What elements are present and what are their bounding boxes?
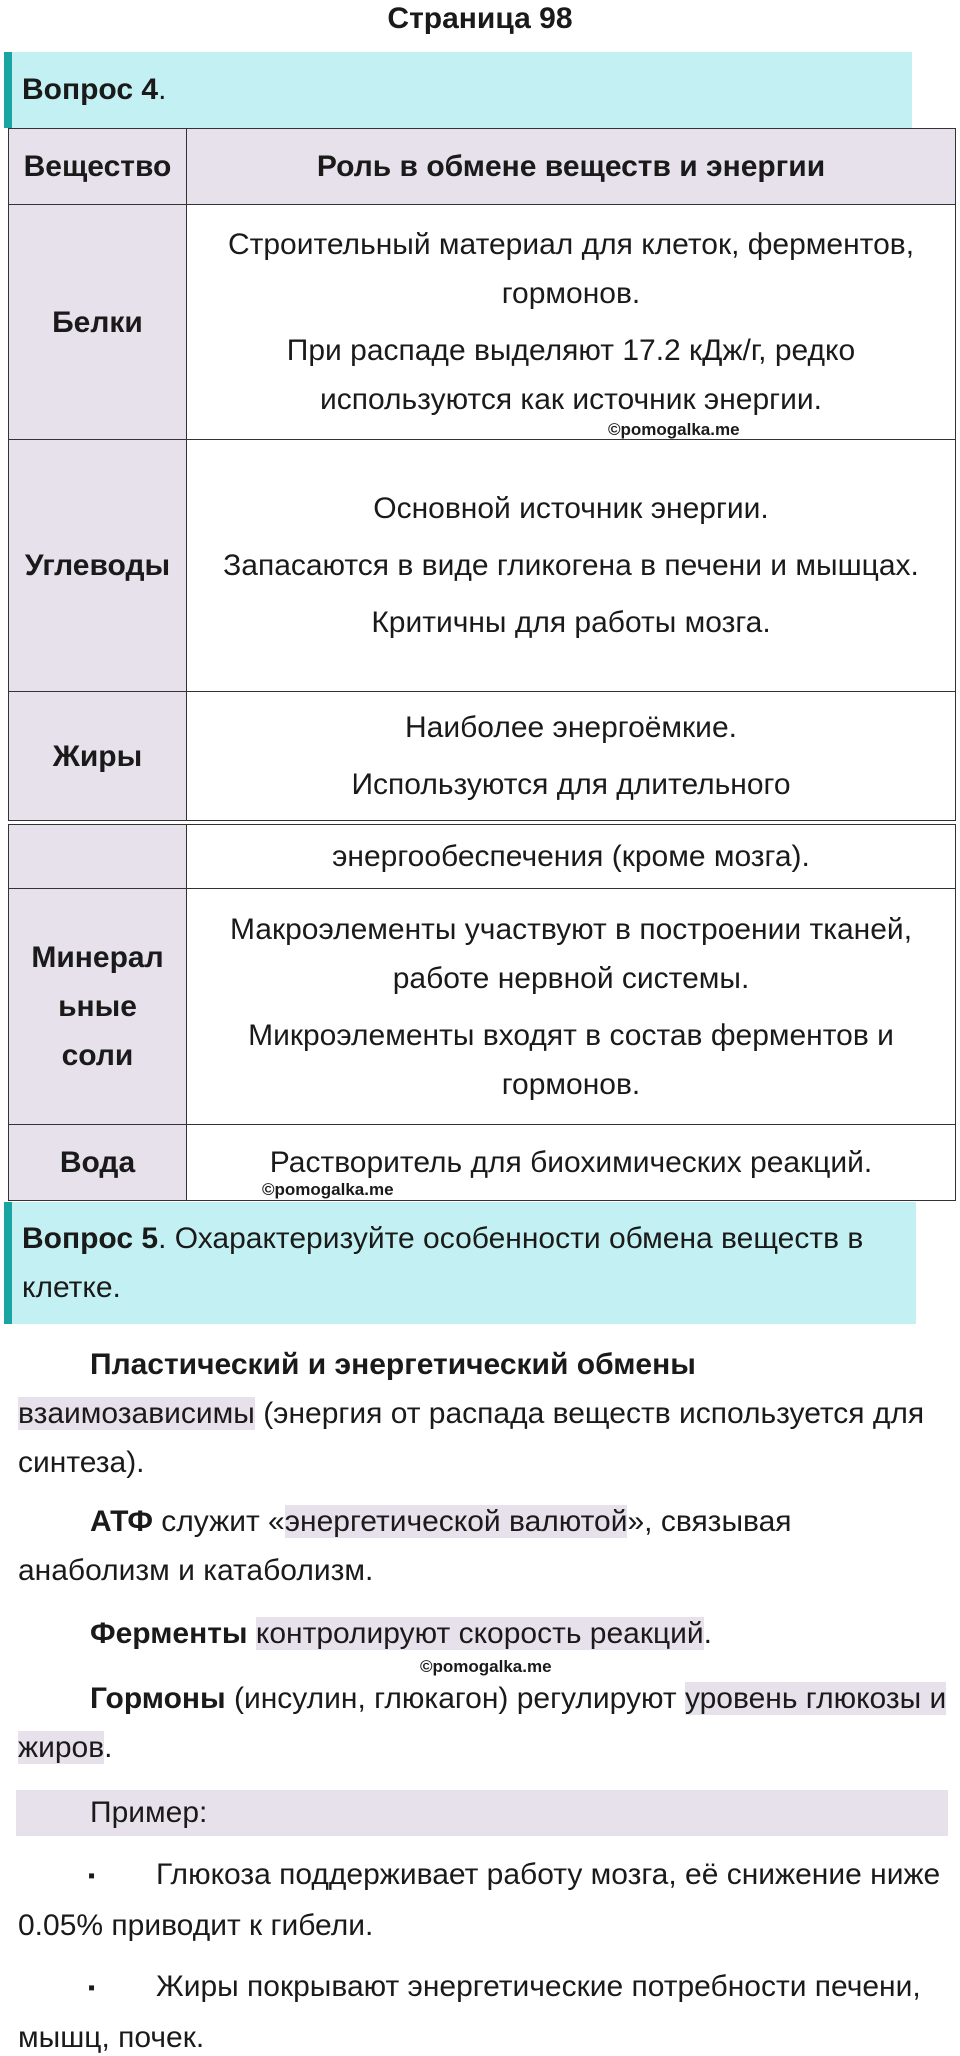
table-row <box>9 825 956 889</box>
example-bullet <box>18 1962 948 2056</box>
paragraph-atp <box>18 1497 948 1595</box>
para-text: служит « <box>152 1505 285 1538</box>
question-5-label: Вопрос 5 <box>22 1222 159 1255</box>
question-5-banner <box>4 1202 916 1324</box>
metabolism-table <box>8 128 956 821</box>
row-role <box>187 205 956 440</box>
row-substance-name <box>9 889 187 1125</box>
table-row <box>9 1125 956 1201</box>
role-line: Растворитель для биохимических реакций. <box>269 1146 873 1179</box>
row-substance-name: Жиры <box>9 692 187 821</box>
table-row <box>9 889 956 1125</box>
paragraph-metabolism <box>18 1340 948 1487</box>
para-bold: АТФ <box>90 1505 153 1538</box>
row-role <box>187 825 956 889</box>
table-row <box>9 440 956 692</box>
header-substance: Вещество <box>9 129 187 205</box>
role-line: энергообеспечения (кроме мозга). <box>332 840 810 873</box>
question-4-banner <box>4 52 912 128</box>
table-row <box>9 205 956 440</box>
row-role <box>187 889 956 1125</box>
table-header-row <box>9 129 956 205</box>
row-role <box>187 692 956 821</box>
role-line: Используются для длительного <box>351 768 791 801</box>
role-line: Основной источник энергии. <box>373 492 769 525</box>
header-role: Роль в обмене веществ и энергии <box>187 129 956 205</box>
para-highlight: контролируют скорость реакций <box>255 1617 704 1650</box>
role-line: Макроэлементы участвуют в построении тканей, работе нервной системы. <box>229 912 913 995</box>
watermark: ©pomogalka.me <box>420 1657 552 1676</box>
para-bold: Пластический и энергетический обмены <box>90 1348 696 1381</box>
row-substance-name <box>9 825 187 889</box>
row-substance-name: Углеводы <box>9 440 187 692</box>
name-part: ьные <box>58 990 137 1023</box>
role-line: Наиболее энергоёмкие. <box>405 711 737 744</box>
question-4-label: Вопрос 4 <box>22 73 159 106</box>
role-line: При распаде выделяют 17.2 кДж/г, редко используются как источник энергии. <box>286 334 856 416</box>
bullet-text: Жиры покрывают энергетические потребности печени, мышц, почек. <box>18 1970 921 2054</box>
para-text: (энергия от распада веществ используется для синтеза). <box>18 1397 925 1479</box>
name-part: соли <box>61 1039 134 1072</box>
para-text: (инсулин, глюкагон) регулируют <box>225 1682 685 1715</box>
bullet-text: Глюкоза поддерживает работу мозга, её снижение ниже 0.05% приводит к гибели. <box>18 1858 941 1942</box>
paragraph-enzymes <box>18 1609 948 1658</box>
para-bold: Ферменты <box>90 1617 248 1650</box>
role-line: Микроэлементы входят в состав ферментов и гормонов. <box>248 1018 894 1101</box>
question-5-text: . Охарактеризуйте особенности обмена веществ в клетке. <box>22 1222 864 1304</box>
para-bold: Гормоны <box>90 1682 226 1715</box>
page-title: Страница 98 <box>387 2 573 35</box>
row-substance-name: Белки <box>9 205 187 440</box>
bullet-icon: ▪ <box>88 1976 96 1999</box>
table-row <box>9 692 956 821</box>
row-role <box>187 440 956 692</box>
paragraph-hormones <box>18 1674 948 1772</box>
para-highlight: взаимозависимы <box>18 1397 255 1430</box>
para-highlight: уровень глюкозы и жиров <box>18 1682 947 1764</box>
para-text: . <box>703 1617 713 1650</box>
row-substance-name: Вода <box>9 1125 187 1201</box>
para-text: . <box>104 1731 113 1764</box>
para-highlight: энергетической валютой <box>284 1505 628 1538</box>
example-heading: Пример: <box>16 1790 948 1836</box>
role-line: Запасаются в виде гликогена в печени и мышцах. <box>223 549 919 582</box>
question-4-text: . <box>158 73 167 106</box>
watermark: ©pomogalka.me <box>262 1180 394 1199</box>
bullet-icon: ▪ <box>88 1864 96 1887</box>
para-text: », связывая анаболизм и катаболизм. <box>18 1505 792 1587</box>
example-bullet <box>18 1850 948 1950</box>
role-line: Критичны для работы мозга. <box>371 606 771 639</box>
watermark: ©pomogalka.me <box>608 420 740 439</box>
role-line: Строительный материал для клеток, ферментов, гормонов. <box>227 228 915 310</box>
metabolism-table-continued <box>8 824 956 1201</box>
name-part: Минерал <box>31 941 164 974</box>
